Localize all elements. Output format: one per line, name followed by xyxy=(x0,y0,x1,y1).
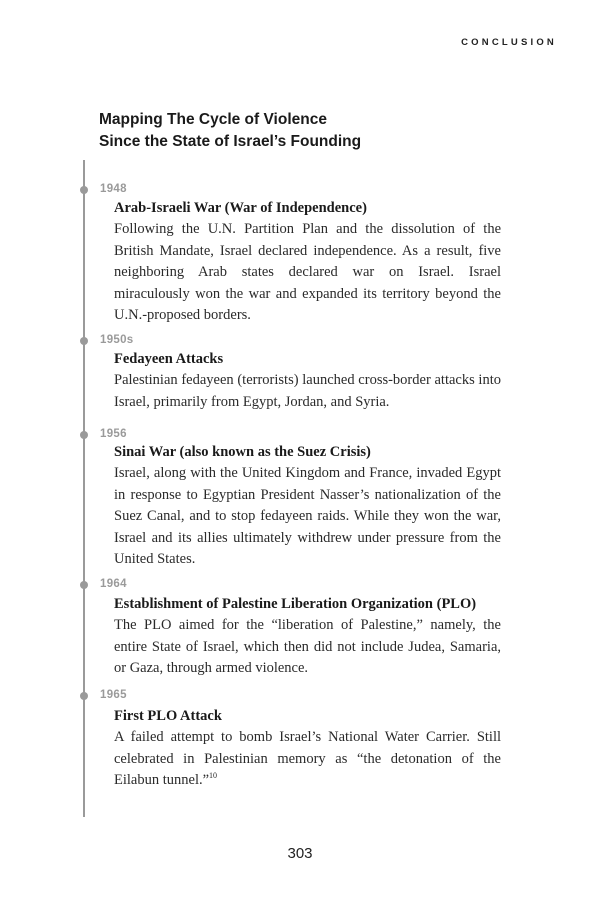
entry-year: 1956 xyxy=(100,428,127,440)
entry-year: 1948 xyxy=(100,183,127,195)
entry-description: The PLO aimed for the “liberation of Palestine,” namely, the entire State of Israel, which then did not include Judea, Samaria, or Gaza, through armed violence. xyxy=(114,617,501,677)
timeline-dot xyxy=(80,581,88,589)
timeline-line xyxy=(83,160,85,817)
running-head: CONCLUSION xyxy=(461,37,557,48)
title-line-1: Mapping The Cycle of Violence xyxy=(99,111,327,128)
page-number: 303 xyxy=(287,845,313,862)
title-line-2: Since the State of Israel’s Founding xyxy=(99,133,362,150)
timeline-dot xyxy=(80,431,88,439)
entry-description xyxy=(114,727,501,792)
page-title xyxy=(99,109,519,153)
timeline-dot xyxy=(80,692,88,700)
entry-description: Following the U.N. Partition Plan and the dissolution of the British Mandate, Israel declared independence. As a result, five neighboring Arab states declared war on Israel. Israel miraculously won the war and expanded its territory beyond the U.N.-proposed borders. xyxy=(114,221,501,324)
entry-heading: Sinai War (also known as the Suez Crisis) xyxy=(114,444,371,460)
entry-year: 1964 xyxy=(100,578,127,590)
timeline-dot xyxy=(80,337,88,345)
entry-year: 1950s xyxy=(100,334,134,346)
entry-description: Israel, along with the United Kingdom and France, invaded Egypt in response to Egyptian President Nasser’s nationalization of the Suez Canal, and to stop fedayeen raids. While they won the war, Israel and its allies ultimately withdrew under pressure from the United States. xyxy=(114,465,501,568)
entry-heading: Arab-Israeli War (War of Independence) xyxy=(114,200,367,216)
entry-description-text: A failed attempt to bomb Israel’s National Water Carrier. Still celebrated in Palestinian memory as “the detonation of the Eilabun tunnel.” xyxy=(114,729,501,789)
entry-year: 1965 xyxy=(100,689,127,701)
entry-heading: Establishment of Palestine Liberation Organization (PLO) xyxy=(114,596,477,612)
entry-description: Palestinian fedayeen (terrorists) launched cross-border attacks into Israel, primarily from Egypt, Jordan, and Syria. xyxy=(114,372,501,410)
footnote-ref[interactable]: 10 xyxy=(209,771,218,781)
timeline-dot xyxy=(80,186,88,194)
entry-heading: Fedayeen Attacks xyxy=(114,351,224,367)
entry-heading: First PLO Attack xyxy=(114,708,222,724)
